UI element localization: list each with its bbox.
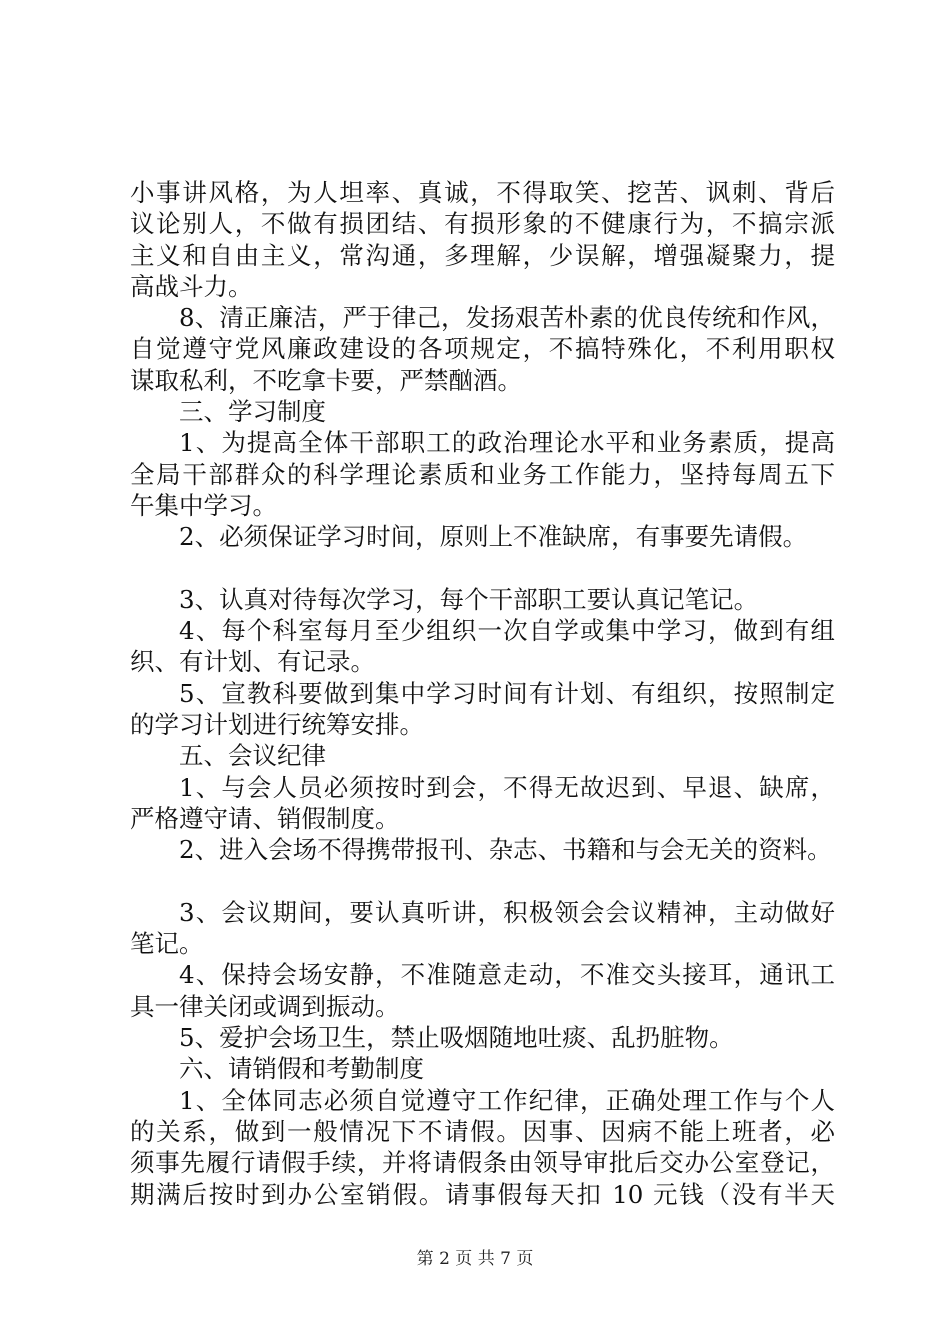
text-line: 高战斗力。	[130, 271, 253, 301]
text-line: 严格遵守请、销假制度。	[130, 803, 400, 833]
text-line: 小事讲风格，为人坦率、真诚，不得取笑、挖苦、讽刺、背后	[130, 178, 835, 207]
text-line: 主义和自由主义，常沟通，多理解，少误解，增强凝聚力，提	[130, 240, 835, 270]
text-line: 谋取私利，不吃拿卡要，严禁酗酒。	[130, 365, 522, 395]
text-line: 具一律关闭或调到振动。	[130, 991, 400, 1021]
document-body	[130, 177, 835, 1210]
text-line: 五、会议纪律	[179, 741, 326, 771]
text-line: 三、学习制度	[179, 397, 326, 427]
text-line: 1、为提高全体干部职工的政治理论水平和业务素质，提高	[179, 428, 835, 458]
text-line: 5、爱护会场卫生，禁止吸烟随地吐痰、乱扔脏物。	[179, 1023, 734, 1053]
text-line: 5、宣教科要做到集中学习时间有计划、有组织，按照制定	[179, 678, 835, 708]
text-line: 3、认真对待每次学习，每个干部职工要认真记笔记。	[179, 584, 759, 614]
page-footer: 第 2 页 共 7 页	[416, 1249, 534, 1269]
text-line: 笔记。	[130, 929, 204, 959]
text-line: 午集中学习。	[130, 490, 277, 520]
text-line: 4、每个科室每月至少组织一次自学或集中学习，做到有组	[179, 616, 835, 646]
text-line: 自觉遵守党风廉政建设的各项规定，不搞特殊化，不利用职权	[130, 334, 835, 364]
text-line: 1、与会人员必须按时到会，不得无故迟到、早退、缺席，	[179, 772, 835, 802]
text-line: 2、必须保证学习时间，原则上不准缺席，有事要先请假。	[179, 522, 808, 552]
text-line: 全局干部群众的科学理论素质和业务工作能力，坚持每周五下	[130, 459, 835, 489]
text-line: 须事先履行请假手续，并将请假条由领导审批后交办公室登记，	[130, 1148, 835, 1178]
blank-line	[130, 553, 835, 584]
text-line: 六、请销假和考勤制度	[179, 1054, 424, 1084]
text-line: 2、进入会场不得携带报刊、杂志、书籍和与会无关的资料。	[179, 835, 832, 865]
text-line: 8、清正廉洁，严于律己，发扬艰苦朴素的优良传统和作风，	[179, 303, 835, 333]
text-line: 期满后按时到办公室销假。请事假每天扣 10 元钱（没有半天	[130, 1179, 835, 1209]
text-line: 4、保持会场安静，不准随意走动，不准交头接耳，通讯工	[179, 960, 835, 990]
text-line: 的关系，做到一般情况下不请假。因事、因病不能上班者，必	[130, 1116, 835, 1146]
text-line: 3、会议期间，要认真听讲，积极领会会议精神，主动做好	[179, 897, 835, 927]
text-line: 1、全体同志必须自觉遵守工作纪律，正确处理工作与个人	[179, 1085, 835, 1115]
blank-line	[130, 866, 835, 897]
text-line: 议论别人，不做有损团结、有损形象的不健康行为，不搞宗派	[130, 209, 835, 239]
text-line: 织、有计划、有记录。	[130, 647, 375, 677]
text-line: 的学习计划进行统筹安排。	[130, 710, 424, 740]
